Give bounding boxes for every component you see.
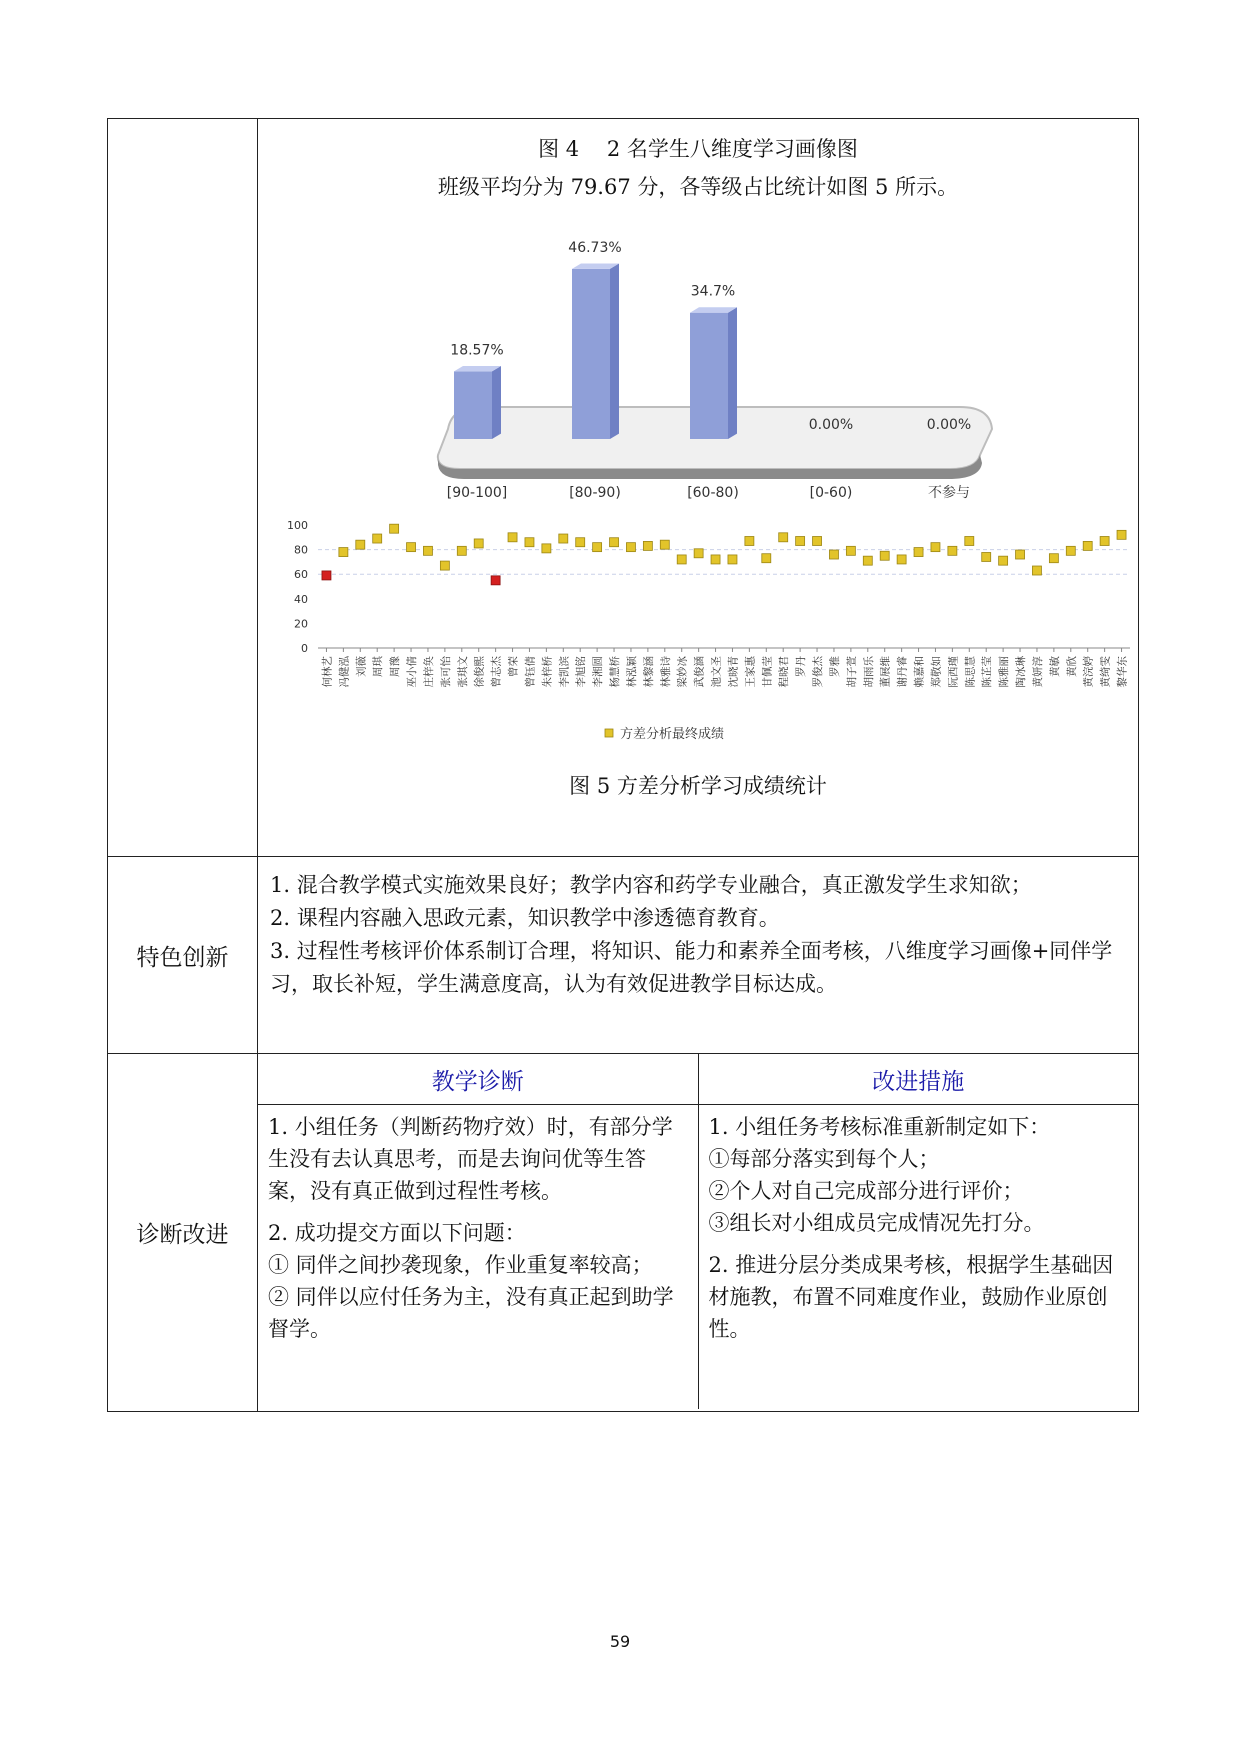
- x-category-label-1: 冯健泓: [338, 656, 351, 688]
- x-category-label-34: 谢丹睿: [896, 656, 909, 688]
- score-point-15: [576, 538, 585, 547]
- score-point-7: [440, 561, 449, 570]
- y-tick-label-1: 20: [294, 617, 308, 631]
- diagnosis-para-2: 2. 成功提交方面以下问题：: [268, 1221, 526, 1245]
- score-point-29: [813, 536, 822, 545]
- bar-value-label-3: 0.00%: [808, 417, 854, 433]
- improvement-content: [698, 1105, 1138, 1410]
- x-category-label-2: 刘薇: [355, 656, 368, 677]
- score-point-43: [1049, 554, 1058, 563]
- features-row: [108, 857, 1139, 1054]
- x-category-label-24: 沈晓青: [727, 656, 740, 688]
- bar-side-1: [610, 264, 619, 439]
- improvement-para-2: ①每部分落实到每个人；: [708, 1147, 940, 1171]
- x-category-label-15: 李旭铭: [575, 656, 588, 688]
- improvement-para-4: ③组长对小组成员完成情况先打分。: [708, 1211, 1045, 1235]
- bar-category-label-3: [0-60): [809, 485, 853, 501]
- x-category-label-41: 陶冰琳: [1015, 656, 1028, 688]
- x-category-label-45: 黄浣婷: [1082, 656, 1095, 688]
- features-cell: [258, 857, 1139, 1054]
- score-point-38: [965, 536, 974, 545]
- bar-category-label-2: [60-80): [687, 485, 739, 501]
- x-category-label-9: 徐俊熙: [473, 656, 486, 688]
- x-category-label-32: 胡雨乐: [862, 656, 875, 688]
- score-point-1: [339, 548, 348, 557]
- bar-1: [572, 269, 610, 439]
- grade-distribution-bar-chart: [420, 207, 1020, 507]
- x-category-label-35: 赖嘉和: [913, 656, 926, 688]
- score-point-13: [542, 544, 551, 553]
- y-tick-label-5: 100: [287, 519, 308, 532]
- score-point-42: [1032, 566, 1041, 575]
- x-category-label-13: 朱梓桥: [541, 656, 554, 688]
- figure-cell: [258, 119, 1139, 857]
- bar-side-0: [492, 366, 501, 439]
- x-category-label-40: 陈雅丽: [998, 656, 1011, 688]
- x-category-label-14: 李凯滨: [558, 656, 571, 688]
- x-category-label-18: 林泓颖: [625, 656, 638, 688]
- x-category-label-38: 陈思慧: [964, 656, 977, 688]
- score-point-6: [423, 546, 432, 555]
- x-category-label-21: 梁妙冰: [676, 656, 689, 688]
- score-point-35: [914, 548, 923, 557]
- bar-value-label-1: 46.73%: [568, 239, 622, 256]
- bar-value-label-0: 18.57%: [450, 342, 504, 359]
- score-point-5: [407, 543, 416, 552]
- x-category-label-25: 王家惠: [744, 656, 757, 688]
- score-point-9: [474, 539, 483, 548]
- figure4-caption: 图 4 2 名学生八维度学习画像图: [538, 137, 858, 161]
- score-point-33: [880, 551, 889, 560]
- x-category-label-31: 胡子萱: [845, 656, 858, 688]
- legend-label: 方差分析最终成绩: [620, 727, 725, 742]
- x-category-label-17: 杨慧桥: [609, 656, 622, 688]
- figure5-caption: 图 5 方差分析学习成绩统计: [569, 774, 827, 798]
- score-point-22: [694, 549, 703, 558]
- x-category-label-10: 曾志杰: [490, 656, 503, 688]
- x-category-label-0: 何林艺: [321, 656, 334, 688]
- score-point-40: [999, 556, 1008, 565]
- x-category-label-23: 池文圣: [710, 656, 723, 688]
- score-point-41: [1016, 550, 1025, 559]
- score-point-25: [745, 536, 754, 545]
- score-point-30: [829, 550, 838, 559]
- bar-side-2: [728, 307, 737, 439]
- score-point-0: [322, 571, 331, 580]
- score-point-3: [373, 534, 382, 543]
- score-point-36: [931, 543, 940, 552]
- score-point-10: [491, 576, 500, 585]
- score-point-19: [643, 541, 652, 550]
- improvement-para-1: 1. 小组任务考核标准重新制定如下：: [708, 1115, 1051, 1139]
- diagnosis-subtable: [258, 1054, 1138, 1409]
- score-point-47: [1117, 530, 1126, 539]
- x-category-label-3: 周琪: [372, 656, 385, 677]
- x-category-label-47: 黎华东: [1116, 656, 1129, 688]
- bar-category-label-0: [90-100]: [446, 485, 508, 501]
- improvement-para-5: 2. 推进分层分类成果考核，根据学生基础因材施教，布置不同难度作业，鼓励作业原创性。: [708, 1253, 1114, 1341]
- diagnosis-header: 教学诊断: [258, 1054, 698, 1105]
- page-number: 59: [609, 1632, 631, 1651]
- y-tick-label-4: 80: [294, 543, 308, 557]
- x-category-label-5: 巫小倩: [406, 656, 419, 688]
- feature-item-2: 2. 课程内容融入思政元素，知识教学中渗透德育教育。: [270, 906, 780, 930]
- x-category-label-42: 黄妍淳: [1031, 656, 1044, 688]
- score-point-44: [1066, 546, 1075, 555]
- score-point-14: [559, 534, 568, 543]
- improvement-header: 改进措施: [698, 1054, 1138, 1105]
- final-score-scatter-chart: [280, 513, 1140, 758]
- bar-value-label-2: 34.7%: [690, 283, 736, 300]
- bar-category-label-4: 不参与: [928, 485, 970, 501]
- score-point-2: [356, 540, 365, 549]
- x-category-label-27: 程晓君: [778, 656, 791, 688]
- bar-value-label-4: 0.00%: [926, 417, 972, 433]
- x-category-label-4: 周豫: [389, 656, 402, 677]
- figure-label-cell: [108, 119, 258, 857]
- x-category-label-43: 黄敏: [1048, 656, 1061, 677]
- y-tick-label-0: 0: [301, 642, 308, 655]
- score-point-34: [897, 555, 906, 564]
- score-point-24: [728, 555, 737, 564]
- x-category-label-6: 庄梓奂: [422, 656, 435, 688]
- score-point-16: [593, 543, 602, 552]
- bar-0: [454, 371, 492, 439]
- score-point-20: [660, 540, 669, 549]
- x-category-label-28: 罗丹: [795, 656, 808, 677]
- x-category-label-44: 黄欣: [1065, 656, 1078, 677]
- legend-marker: [605, 729, 613, 737]
- x-category-label-8: 张琪文: [456, 656, 469, 688]
- score-point-28: [796, 536, 805, 545]
- x-category-label-29: 罗俊杰: [812, 656, 825, 688]
- score-point-12: [525, 538, 534, 547]
- score-point-37: [948, 546, 957, 555]
- x-category-label-19: 林黎涵: [642, 656, 655, 688]
- x-category-label-7: 张可怡: [439, 656, 452, 688]
- x-category-label-46: 黄绮雯: [1099, 656, 1112, 688]
- diagnosis-para-4: ② 同伴以应付任务为主，没有真正起到助学督学。: [268, 1285, 674, 1341]
- score-point-23: [711, 555, 720, 564]
- x-category-label-33: 董展维: [879, 656, 892, 688]
- improvement-para-3: ②个人对自己完成部分进行评价；: [708, 1179, 1024, 1203]
- score-point-45: [1083, 541, 1092, 550]
- score-point-21: [677, 555, 686, 564]
- x-category-label-20: 林雅诗: [659, 656, 672, 688]
- score-point-26: [762, 554, 771, 563]
- score-point-27: [779, 533, 788, 542]
- features-label: 特色创新: [108, 857, 258, 1054]
- score-point-31: [846, 546, 855, 555]
- bar-2: [690, 313, 728, 439]
- x-category-label-12: 曾钰倩: [524, 656, 537, 688]
- score-point-8: [457, 546, 466, 555]
- x-category-label-30: 罗雅: [828, 656, 841, 677]
- x-category-label-22: 武俊涵: [693, 656, 706, 688]
- x-category-label-39: 陈芷莹: [981, 656, 994, 688]
- feature-item-3: 3. 过程性考核评价体系制订合理，将知识、能力和素养全面考核，八维度学习画像+同伴学习，取长补短，学生满意度高，认为有效促进教学目标达成。: [270, 939, 1113, 996]
- score-point-11: [508, 533, 517, 542]
- score-point-17: [610, 538, 619, 547]
- x-category-label-16: 李湘圆: [592, 656, 605, 688]
- x-category-label-26: 甘佩莹: [761, 656, 774, 688]
- diagnosis-label: 诊断改进: [108, 1054, 258, 1412]
- score-point-46: [1100, 536, 1109, 545]
- diagnosis-content: [258, 1105, 698, 1410]
- diagnosis-cell: [258, 1054, 1139, 1412]
- score-point-18: [626, 543, 635, 552]
- score-point-39: [982, 552, 991, 561]
- x-category-label-36: 郑敬如: [930, 656, 943, 688]
- average-score-sentence: 班级平均分为 79.67 分，各等级占比统计如图 5 所示。: [437, 175, 959, 199]
- x-category-label-11: 曾荣: [507, 656, 520, 677]
- y-tick-label-3: 60: [294, 568, 308, 582]
- y-tick-label-2: 40: [294, 592, 308, 606]
- score-point-4: [390, 524, 399, 533]
- diagnosis-row: [108, 1054, 1139, 1412]
- feature-item-1: 1. 混合教学模式实施效果良好；教学内容和药学专业融合，真正激发学生求知欲；: [270, 873, 1032, 897]
- figure-row: [108, 119, 1139, 857]
- diagnosis-para-3: ① 同伴之间抄袭现象，作业重复率较高；: [268, 1253, 653, 1277]
- diagnosis-para-1: 1. 小组任务（判断药物疗效）时，有部分学生没有去认真思考，而是去询问优等生答案，没有真正做到过程性考核。: [268, 1115, 673, 1203]
- x-category-label-37: 阮西瑾: [947, 656, 960, 688]
- score-point-32: [863, 556, 872, 565]
- bar-category-label-1: [80-90): [569, 485, 621, 501]
- main-table: [107, 118, 1139, 1412]
